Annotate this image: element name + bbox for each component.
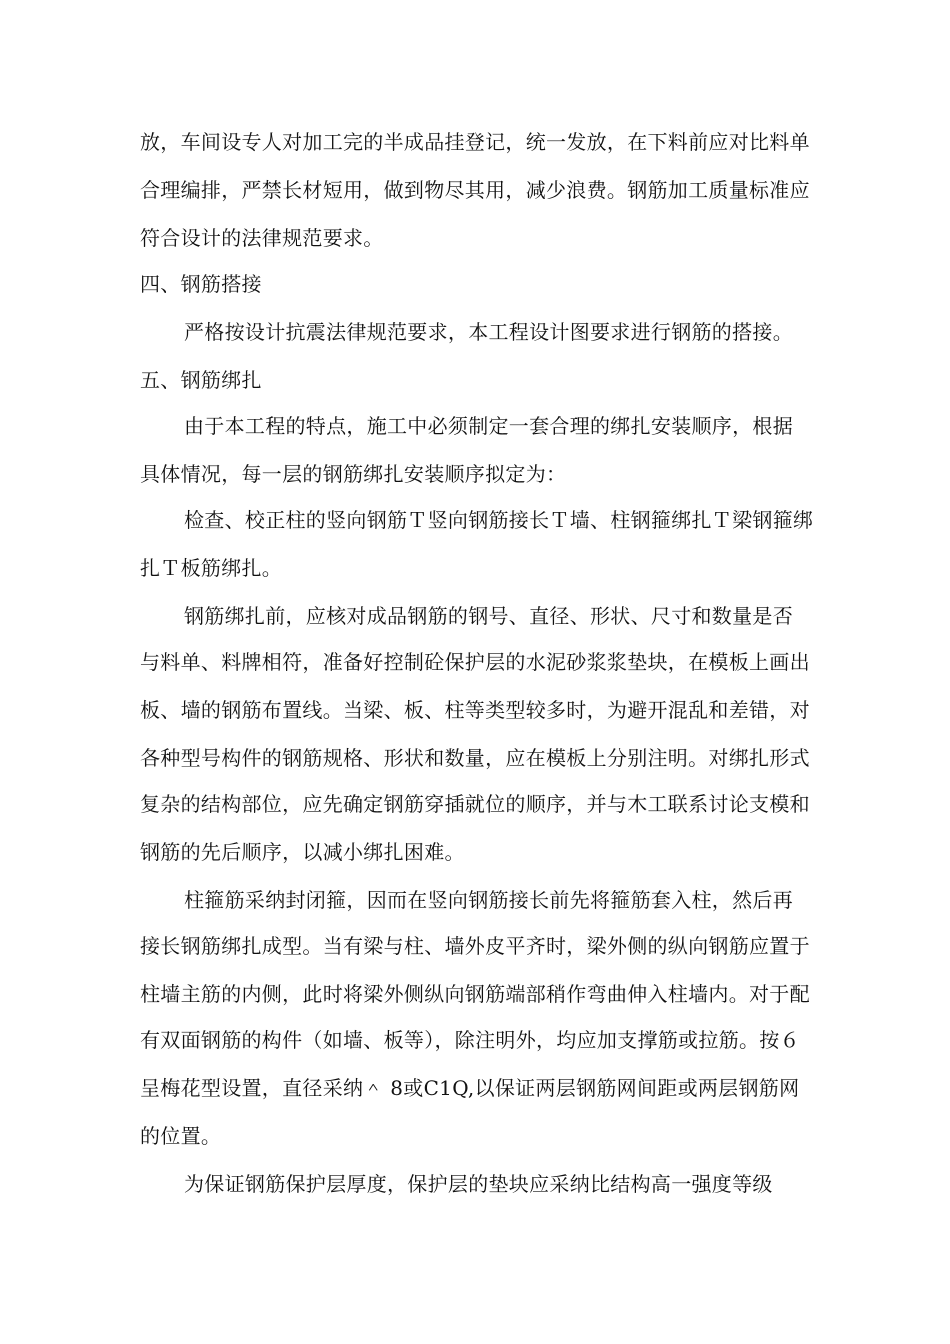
paragraph-line: 板、墙的钢筋布置线。当梁、板、柱等类型较多时，为避开混乱和差错，对 <box>140 698 810 722</box>
paragraph-line: 有双面钢筋的构件（如墙、板等），除注明外，均应加支撑筋或拉筋。按６ <box>140 1028 800 1052</box>
paragraph-line: 符合设计的法律规范要求。 <box>140 226 384 250</box>
section-heading: 四、钢筋搭接 <box>140 272 262 296</box>
paragraph-line: 合理编排，严禁长材短用，做到物尽其用，减少浪费。钢筋加工质量标准应 <box>140 178 810 202</box>
paragraph-line: 的位置。 <box>140 1124 222 1148</box>
paragraph-line: 接长钢筋绑扎成型。当有梁与柱、墙外皮平齐时，梁外侧的纵向钢筋应置于 <box>140 934 810 958</box>
paragraph-line: 柱墙主筋的内侧，此时将梁外侧纵向钢筋端部稍作弯曲伸入柱墙内。对于配 <box>140 982 810 1006</box>
paragraph-line: 呈梅花型设置，直径采纳＾ 8或C1Q,以保证两层钢筋网间距或两层钢筋网 <box>140 1076 800 1100</box>
paragraph-line: 柱箍筋采纳封闭箍，因而在竖向钢筋接长前先将箍筋套入柱，然后再 <box>184 888 793 912</box>
paragraph-line: 具体情况，每一层的钢筋绑扎安装顺序拟定为： <box>140 462 567 486</box>
paragraph-line: 由于本工程的特点，施工中必须制定一套合理的绑扎安装顺序，根据 <box>184 414 793 438</box>
paragraph-line: 扎Ｔ板筋绑扎。 <box>140 556 283 580</box>
paragraph-line: 严格按设计抗震法律规范要求，本工程设计图要求进行钢筋的搭接。 <box>184 320 793 344</box>
paragraph-line: 放，车间设专人对加工完的半成品挂登记，统一发放，在下料前应对比料单 <box>140 130 810 154</box>
paragraph-line: 钢筋的先后顺序，以减小绑扎困难。 <box>140 840 465 864</box>
section-heading: 五、钢筋绑扎 <box>140 368 262 392</box>
paragraph-line: 与料单、料牌相符，准备好控制砼保护层的水泥砂浆浆垫块，在模板上画出 <box>140 650 810 674</box>
paragraph-line: 钢筋绑扎前，应核对成品钢筋的钢号、直径、形状、尺寸和数量是否 <box>184 604 793 628</box>
paragraph-line: 检查、校正柱的竖向钢筋Ｔ竖向钢筋接长Ｔ墙、柱钢箍绑扎Ｔ梁钢箍绑 <box>184 508 814 532</box>
paragraph-line: 为保证钢筋保护层厚度，保护层的垫块应采纳比结构高一强度等级 <box>184 1172 773 1196</box>
paragraph-line: 各种型号构件的钢筋规格、形状和数量，应在模板上分别注明。对绑扎形式 <box>140 746 810 770</box>
paragraph-line: 复杂的结构部位，应先确定钢筋穿插就位的顺序，并与木工联系讨论支模和 <box>140 792 810 816</box>
